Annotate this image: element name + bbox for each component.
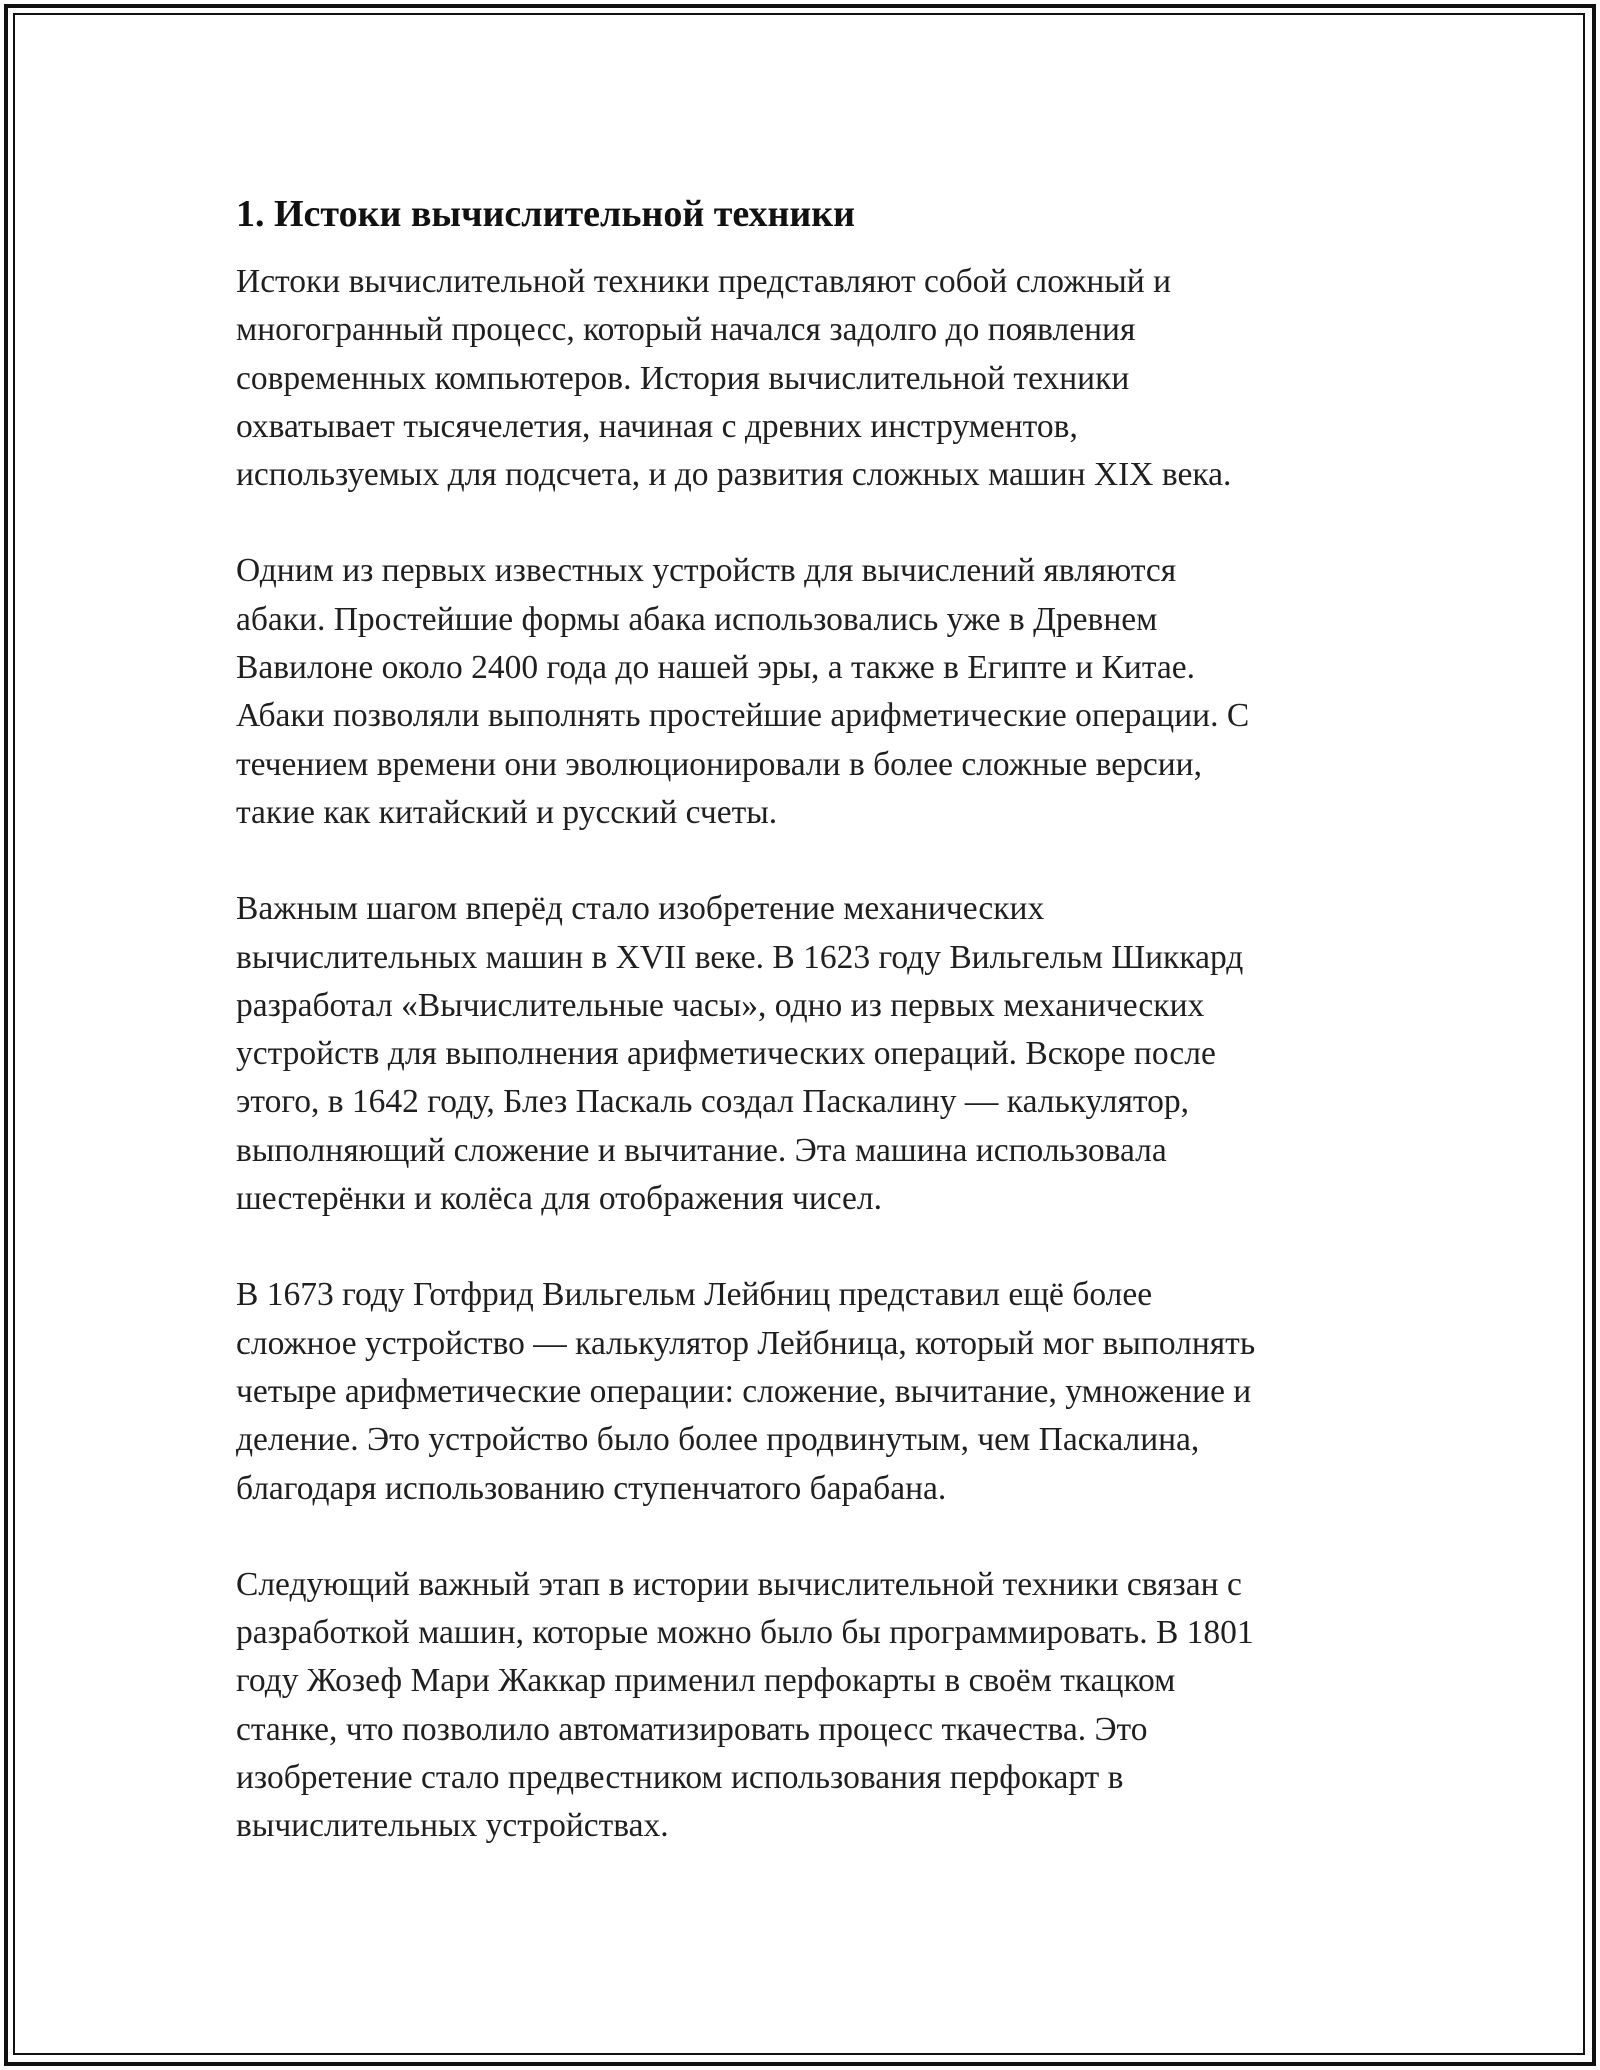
text-line: Важным шагом вперёд стало изобретение механических — [236, 890, 1045, 928]
text-line: современных компьютеров. История вычислительной техники — [236, 359, 1130, 397]
text-line: году Жозеф Мари Жаккар применил перфокарты в своём ткацком — [236, 1662, 1176, 1700]
text-line: разработал «Вычислительные часы», одно из первых механических — [236, 986, 1205, 1024]
paragraph-2 — [236, 547, 1396, 837]
text-line: благодаря использованию ступенчатого барабана. — [236, 1469, 947, 1507]
text-line: Истоки вычислительной техники представляют собой сложный и — [236, 263, 1172, 300]
text-line: изобретение стало предвестником использования перфокарт в — [236, 1759, 1124, 1797]
text-line: сложное устройство — калькулятор Лейбница, который мог выполнять — [236, 1324, 1256, 1362]
text-line: разработкой машин, которые можно было бы программировать. В 1801 — [236, 1614, 1254, 1652]
text-line: устройств для выполнения арифметических операций. Вскоре после — [236, 1035, 1216, 1073]
text-line: такие как китайский и русский счеты. — [236, 793, 778, 831]
text-line: вычислительных устройствах. — [236, 1807, 669, 1845]
text-line: Следующий важный этап в истории вычислительной техники связан с — [236, 1565, 1242, 1603]
text-line: абаки. Простейшие формы абака использовались уже в Древнем — [236, 600, 1158, 638]
section-heading: 1. Истоки вычислительной техники — [236, 193, 856, 235]
text-line: охватывает тысячелетия, начиная с древних инструментов, — [236, 407, 1078, 445]
text-line: Одним из первых известных устройств для вычислений являются — [236, 552, 1177, 590]
text-line: вычислительных машин в XVII веке. В 1623 году Вильгельм Шиккард — [236, 938, 1244, 976]
text-line: шестерёнки и колёса для отображения чисел. — [236, 1180, 882, 1218]
paragraph-4 — [236, 1271, 1396, 1512]
text-line: выполняющий сложение и вычитание. Эта машина использовала — [236, 1131, 1167, 1169]
paragraph-3 — [236, 885, 1396, 1223]
text-line: четыре арифметические операции: сложение, вычитание, умножение и — [236, 1372, 1252, 1410]
text-line: многогранный процесс, который начался задолго до появления — [236, 311, 1136, 349]
text-line: течением времени они эволюционировали в более сложные версии, — [236, 745, 1202, 783]
text-line: В 1673 году Готфрид Вильгельм Лейбниц представил ещё более — [236, 1276, 1153, 1314]
text-line: этого, в 1642 году, Блез Паскаль создал Паскалину — калькулятор, — [236, 1083, 1189, 1121]
paragraph-5 — [236, 1561, 1396, 1851]
text-line: деление. Это устройство было более продвинутым, чем Паскалина, — [236, 1421, 1200, 1459]
text-line: Вавилоне около 2400 года до нашей эры, а также в Египте и Китае. — [236, 649, 1196, 687]
text-line: используемых для подсчета, и до развития сложных машин XIX века. — [236, 456, 1232, 494]
document-body — [236, 190, 1396, 1899]
text-line: станке, что позволило автоматизировать процесс ткачества. Это — [236, 1710, 1148, 1748]
paragraph-1 — [236, 258, 1396, 499]
text-line: Абаки позволяли выполнять простейшие арифметические операции. С — [236, 697, 1250, 735]
